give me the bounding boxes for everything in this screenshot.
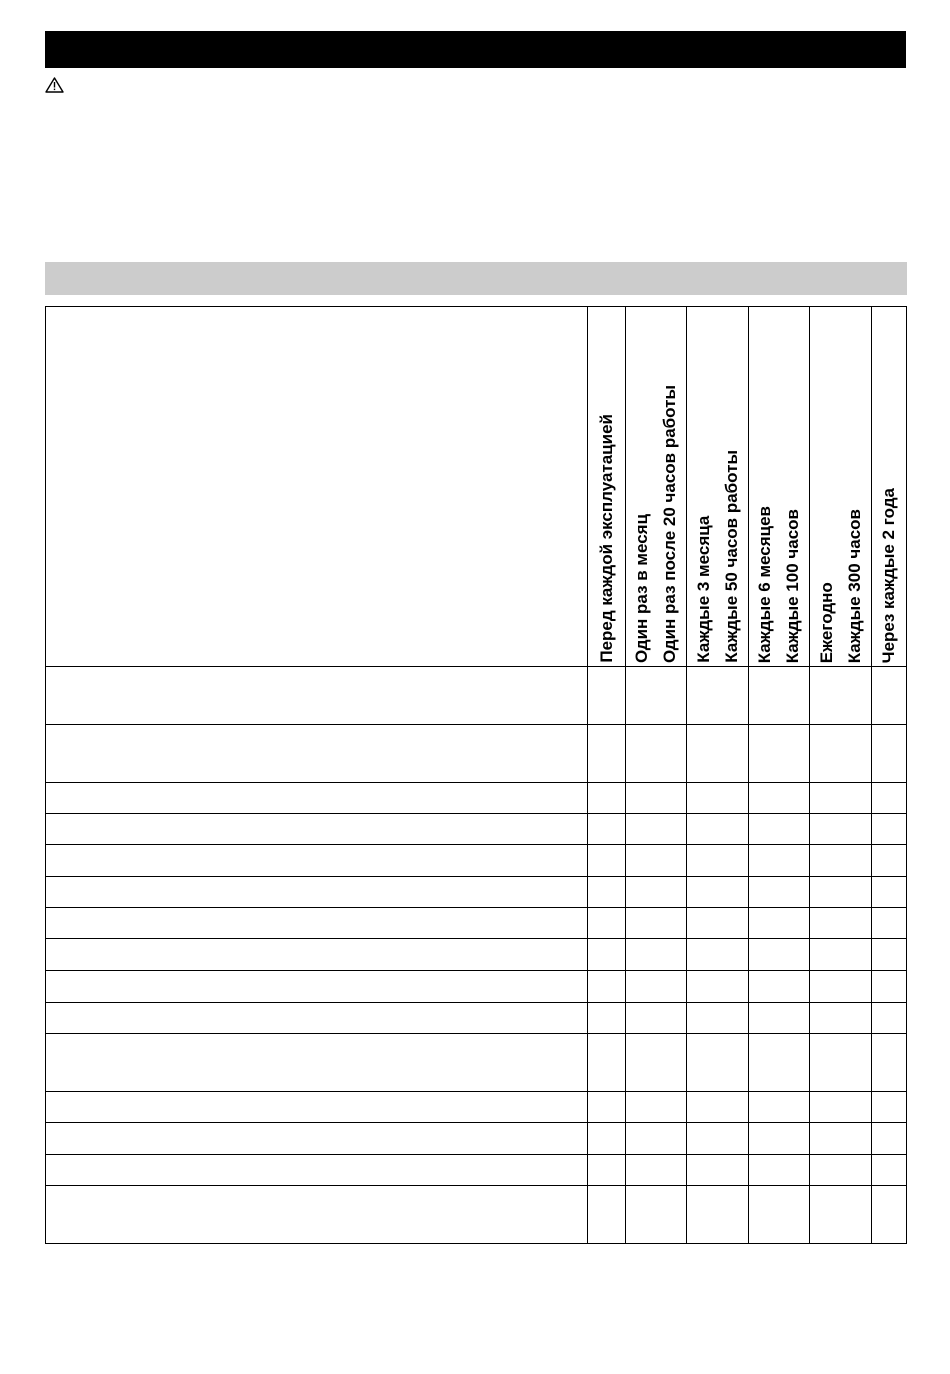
interval-cell <box>749 1002 810 1033</box>
interval-column-header <box>588 307 626 667</box>
interval-cell <box>810 908 872 939</box>
interval-cell <box>810 845 872 877</box>
interval-cell <box>872 1122 907 1154</box>
interval-label-line: Каждые 100 часов <box>783 508 802 663</box>
interval-cell <box>588 939 626 971</box>
table-row <box>46 971 907 1002</box>
warning-triangle-icon <box>45 77 64 93</box>
table-row <box>46 908 907 939</box>
interval-cell <box>626 783 687 814</box>
task-cell <box>46 1002 588 1033</box>
interval-cell <box>687 877 749 908</box>
interval-cell <box>687 725 749 783</box>
interval-cell <box>749 1185 810 1243</box>
task-cell <box>46 1154 588 1185</box>
interval-cell <box>687 783 749 814</box>
interval-cell <box>626 908 687 939</box>
interval-cell <box>749 1091 810 1122</box>
task-cell <box>46 783 588 814</box>
interval-cell <box>810 1122 872 1154</box>
task-cell <box>46 1091 588 1122</box>
task-cell <box>46 814 588 845</box>
interval-cell <box>626 667 687 725</box>
table-row <box>46 877 907 908</box>
interval-cell <box>749 908 810 939</box>
table-row <box>46 1154 907 1185</box>
task-column-header <box>46 307 588 667</box>
interval-cell <box>872 1033 907 1091</box>
interval-column-header <box>810 307 872 667</box>
table-row <box>46 814 907 845</box>
interval-cell <box>810 939 872 971</box>
interval-label-line: Каждые 3 месяца <box>693 515 713 663</box>
interval-cell <box>872 1185 907 1243</box>
interval-cell <box>749 1122 810 1154</box>
interval-label <box>690 450 746 663</box>
interval-cell <box>810 814 872 845</box>
interval-cell <box>687 845 749 877</box>
table-row <box>46 939 907 971</box>
table-row <box>46 845 907 877</box>
interval-cell <box>687 1154 749 1185</box>
interval-cell <box>626 1033 687 1091</box>
interval-cell <box>872 1002 907 1033</box>
interval-label <box>875 488 903 663</box>
interval-cell <box>588 783 626 814</box>
interval-cell <box>626 1002 687 1033</box>
interval-cell <box>810 667 872 725</box>
table-row <box>46 1185 907 1243</box>
table-row <box>46 667 907 725</box>
table-row <box>46 1122 907 1154</box>
interval-label-line: Каждые 6 месяцев <box>755 505 774 663</box>
task-cell <box>46 877 588 908</box>
interval-label-line: Один раз в месяц <box>632 513 651 663</box>
interval-cell <box>749 939 810 971</box>
interval-cell <box>687 1122 749 1154</box>
interval-label-line: Перед каждой эксплуатацией <box>596 414 616 663</box>
task-cell <box>46 725 588 783</box>
interval-label-line: Каждые 50 часов работы <box>721 450 741 663</box>
interval-cell <box>872 877 907 908</box>
interval-cell <box>687 1091 749 1122</box>
interval-cell <box>687 908 749 939</box>
interval-cell <box>749 845 810 877</box>
interval-cell <box>749 725 810 783</box>
interval-cell <box>588 1091 626 1122</box>
interval-cell <box>749 971 810 1002</box>
interval-cell <box>626 1185 687 1243</box>
interval-cell <box>588 845 626 877</box>
interval-cell <box>588 1154 626 1185</box>
interval-cell <box>872 1154 907 1185</box>
interval-cell <box>872 725 907 783</box>
interval-cell <box>810 783 872 814</box>
interval-cell <box>626 814 687 845</box>
task-cell <box>46 908 588 939</box>
header-bar <box>45 31 906 68</box>
interval-cell <box>749 877 810 908</box>
interval-cell <box>810 877 872 908</box>
interval-cell <box>588 667 626 725</box>
interval-cell <box>872 971 907 1002</box>
interval-cell <box>872 667 907 725</box>
interval-cell <box>872 1091 907 1122</box>
task-cell <box>46 1033 588 1091</box>
schedule-header-row <box>46 307 907 667</box>
interval-cell <box>588 1002 626 1033</box>
interval-cell <box>626 877 687 908</box>
interval-cell <box>749 667 810 725</box>
interval-cell <box>810 1154 872 1185</box>
table-row <box>46 1002 907 1033</box>
interval-cell <box>872 845 907 877</box>
interval-cell <box>687 1185 749 1243</box>
task-cell <box>46 939 588 971</box>
interval-cell <box>810 1091 872 1122</box>
interval-cell <box>810 1033 872 1091</box>
interval-label <box>813 509 869 663</box>
task-cell <box>46 845 588 877</box>
table-row <box>46 1033 907 1091</box>
interval-cell <box>588 908 626 939</box>
interval-cell <box>626 1091 687 1122</box>
interval-cell <box>687 939 749 971</box>
table-row <box>46 725 907 783</box>
interval-cell <box>872 814 907 845</box>
section-header-band <box>45 262 907 295</box>
interval-column-header <box>872 307 907 667</box>
interval-label-line: Через каждые 2 года <box>879 487 898 663</box>
task-cell <box>46 971 588 1002</box>
interval-cell <box>872 939 907 971</box>
task-cell <box>46 1122 588 1154</box>
interval-cell <box>626 1154 687 1185</box>
interval-cell <box>588 877 626 908</box>
interval-cell <box>810 1002 872 1033</box>
task-cell <box>46 1185 588 1243</box>
interval-cell <box>872 908 907 939</box>
interval-cell <box>687 814 749 845</box>
interval-label-line: Один раз после 20 часов работы <box>660 384 679 663</box>
interval-cell <box>687 1033 749 1091</box>
interval-cell <box>872 783 907 814</box>
interval-cell <box>626 845 687 877</box>
interval-cell <box>588 1122 626 1154</box>
interval-cell <box>626 939 687 971</box>
interval-cell <box>626 725 687 783</box>
task-cell <box>46 667 588 725</box>
interval-cell <box>588 1185 626 1243</box>
table-row <box>46 1091 907 1122</box>
interval-label <box>751 506 807 663</box>
interval-column-header <box>749 307 810 667</box>
interval-label-line: Каждые 300 часов <box>844 508 864 663</box>
interval-cell <box>749 814 810 845</box>
interval-cell <box>588 814 626 845</box>
interval-label <box>593 414 621 663</box>
interval-cell <box>749 783 810 814</box>
interval-cell <box>810 971 872 1002</box>
interval-cell <box>626 1122 687 1154</box>
interval-cell <box>626 971 687 1002</box>
interval-column-header <box>626 307 687 667</box>
table-row <box>46 783 907 814</box>
interval-cell <box>588 1033 626 1091</box>
interval-column-header <box>687 307 749 667</box>
interval-label <box>628 385 684 663</box>
interval-cell <box>749 1033 810 1091</box>
maintenance-schedule-table <box>45 306 907 1244</box>
interval-cell <box>810 1185 872 1243</box>
interval-label-line: Ежегодно <box>816 581 836 663</box>
interval-cell <box>687 971 749 1002</box>
interval-cell <box>687 1002 749 1033</box>
interval-cell <box>588 971 626 1002</box>
interval-cell <box>687 667 749 725</box>
interval-cell <box>588 725 626 783</box>
interval-cell <box>810 725 872 783</box>
interval-cell <box>749 1154 810 1185</box>
